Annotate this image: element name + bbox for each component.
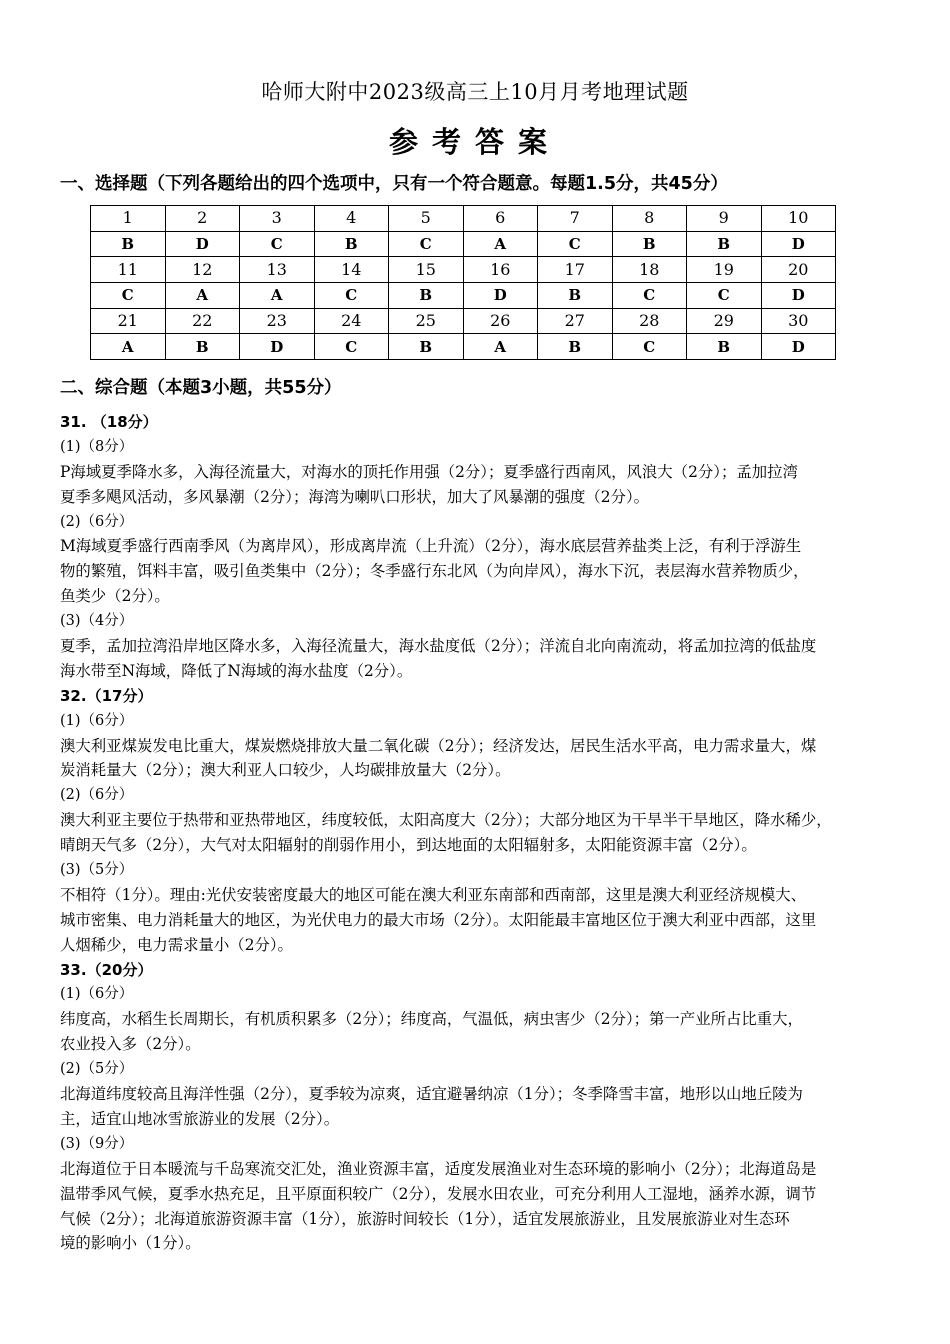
q31-part1-line: 夏季多飓风活动，多风暴潮（2分）；海湾为喇叭口形状，加大了风暴潮的强度（2分）。 [60, 487, 650, 506]
question-number-cell: 7 [538, 206, 613, 232]
question-number-cell: 30 [761, 308, 836, 334]
question-number-cell: 20 [761, 257, 836, 283]
question-number-cell: 4 [314, 206, 389, 232]
question-number-cell: 13 [240, 257, 315, 283]
answer-letter-cell: C [538, 231, 613, 257]
section1-heading: 一、选择题（下列各题给出的四个选项中，只有一个符合题意。每题1.5分，共45分） [60, 174, 728, 194]
question-33-header: 33.（20分） [60, 960, 153, 979]
question-number-cell: 15 [389, 257, 464, 283]
page-title: 哈师大附中2023级高三上10月月考地理试题 [261, 80, 689, 104]
answer-letter-cell: D [165, 231, 240, 257]
answer-letter-cell: D [761, 231, 836, 257]
q31-part1-line: P海域夏季降水多，入海径流量大，对海水的顶托作用强（2分）；夏季盛行西南风，风浪大（2分）；孟加拉湾 [60, 462, 798, 481]
answer-letter-cell: A [240, 283, 315, 309]
page-subtitle: 参考答案 [388, 125, 561, 159]
answer-letter-row [91, 231, 836, 257]
answer-letter-row [91, 283, 836, 309]
answer-letter-cell: C [240, 231, 315, 257]
question-number-cell: 28 [612, 308, 687, 334]
question-number-cell: 12 [165, 257, 240, 283]
q33-part1-label: (1)（6分） [60, 986, 134, 1003]
q32-part3-line: 城市密集、电力消耗量大的地区，为光伏电力的最大市场（2分）。太阳能最丰富地区位于澳大利亚中西部，这里 [60, 910, 817, 929]
q32-part1-line: 澳大利亚煤炭发电比重大，煤炭燃烧排放大量二氧化碳（2分）；经济发达，居民生活水平高，电力需求量大，煤 [60, 736, 817, 755]
answer-letter-cell: C [612, 334, 687, 360]
question-number-cell: 27 [538, 308, 613, 334]
answer-letter-cell: A [463, 334, 538, 360]
answer-letter-cell: B [612, 231, 687, 257]
question-number-row [91, 206, 836, 232]
question-number-cell: 6 [463, 206, 538, 232]
section2-heading: 二、综合题（本题3小题，共55分） [60, 378, 342, 398]
answer-letter-cell: B [538, 334, 613, 360]
question-32-header: 32.（17分） [60, 686, 153, 705]
answer-letter-cell: C [612, 283, 687, 309]
answer-letter-cell: A [463, 231, 538, 257]
q32-part1-line: 炭消耗量大（2分）；澳大利亚人口较少，人均碳排放量大（2分）。 [60, 761, 511, 780]
q32-part3-line: 不相符（1分）。理由:光伏安装密度最大的地区可能在澳大利亚东南部和西南部，这里是澳大利亚经济规模大、 [60, 885, 807, 904]
q33-part3-line: 温带季风气候，夏季水热充足，且平原面积较广（2分），发展水田农业，可充分利用人工湿地，涵养水源，调节 [60, 1184, 817, 1203]
answer-letter-cell: C [314, 334, 389, 360]
answer-letter-cell: A [165, 283, 240, 309]
answer-letter-cell: B [165, 334, 240, 360]
choice-answer-table [90, 205, 836, 360]
q32-part3-label: (3)（5分） [60, 862, 134, 879]
q32-part1-label: (1)（6分） [60, 712, 134, 729]
q33-part2-label: (2)（5分） [60, 1061, 134, 1078]
q33-part2-line: 北海道纬度较高且海洋性强（2分），夏季较为凉爽，适宜避暑纳凉（1分）；冬季降雪丰富，地形以山地丘陵为 [60, 1085, 803, 1104]
q32-part2-line: 晴朗天气多（2分），大气对太阳辐射的削弱作用小，到达地面的太阳辐射多，太阳能资源丰富（2分）。 [60, 836, 757, 855]
question-number-row [91, 257, 836, 283]
q31-part2-line: 物的繁殖，饵料丰富，吸引鱼类集中（2分）；冬季盛行东北风（为向岸风），海水下沉，表层海水营养物质少， [60, 562, 809, 581]
question-number-cell: 21 [91, 308, 166, 334]
q31-part2-line: M海域夏季盛行西南季风（为离岸风），形成离岸流（上升流）（2分），海水底层营养盐类上泛，有利于浮游生 [60, 537, 802, 556]
question-number-cell: 18 [612, 257, 687, 283]
question-31-header: 31. （18分） [60, 413, 158, 431]
question-number-cell: 14 [314, 257, 389, 283]
answer-letter-row [91, 334, 836, 360]
question-number-cell: 22 [165, 308, 240, 334]
question-number-cell: 26 [463, 308, 538, 334]
answer-body [60, 410, 896, 1256]
q33-part3-label: (3)（9分） [60, 1135, 134, 1152]
answer-letter-cell: B [314, 231, 389, 257]
question-number-cell: 10 [761, 206, 836, 232]
answer-letter-cell: C [687, 283, 762, 309]
q31-part1-label: (1)（8分） [60, 438, 134, 455]
answer-letter-cell: C [389, 231, 464, 257]
q33-part1-line: 纬度高，水稻生长周期长，有机质积累多（2分）；纬度高，气温低，病虫害少（2分）；第一产业所占比重大， [60, 1010, 803, 1029]
answer-letter-cell: A [91, 334, 166, 360]
answer-letter-cell: D [463, 283, 538, 309]
answer-letter-cell: D [761, 334, 836, 360]
question-number-cell: 17 [538, 257, 613, 283]
answer-letter-cell: B [687, 334, 762, 360]
answer-letter-cell: C [91, 283, 166, 309]
q31-part3-line: 夏季，孟加拉湾沿岸地区降水多，入海径流量大，海水盐度低（2分）；洋流自北向南流动，将孟加拉湾的低盐度 [60, 637, 817, 656]
question-number-cell: 9 [687, 206, 762, 232]
q31-part2-line: 鱼类少（2分）。 [60, 587, 170, 606]
answer-letter-cell: D [240, 334, 315, 360]
answer-letter-cell: D [761, 283, 836, 309]
answer-letter-cell: B [389, 283, 464, 309]
question-number-cell: 29 [687, 308, 762, 334]
answer-letter-cell: B [389, 334, 464, 360]
answer-letter-cell: B [91, 231, 166, 257]
q31-part2-label: (2)（6分） [60, 513, 134, 530]
answer-letter-cell: C [314, 283, 389, 309]
question-number-cell: 8 [612, 206, 687, 232]
question-number-cell: 2 [165, 206, 240, 232]
q33-part3-line: 气候（2分）；北海道旅游资源丰富（1分），旅游时间较长（1分），适宜发展旅游业，且发展旅游业对生态环 [60, 1209, 790, 1228]
question-number-cell: 16 [463, 257, 538, 283]
question-number-cell: 11 [91, 257, 166, 283]
question-number-cell: 1 [91, 206, 166, 232]
q31-part3-line: 海水带至N海域，降低了N海域的海水盐度（2分）。 [60, 661, 413, 680]
q32-part2-line: 澳大利亚主要位于热带和亚热带地区，纬度较低，太阳高度大（2分）；大部分地区为干旱半干旱地区，降水稀少， [60, 811, 832, 830]
q31-part3-label: (3)（4分） [60, 613, 134, 630]
question-number-cell: 23 [240, 308, 315, 334]
q33-part1-line: 农业投入多（2分）。 [60, 1035, 201, 1054]
question-number-cell: 5 [389, 206, 464, 232]
question-number-cell: 19 [687, 257, 762, 283]
question-number-row [91, 308, 836, 334]
question-number-cell: 3 [240, 206, 315, 232]
question-number-cell: 25 [389, 308, 464, 334]
answer-letter-cell: B [687, 231, 762, 257]
q32-part2-label: (2)（6分） [60, 787, 134, 804]
q32-part3-line: 人烟稀少，电力需求量小（2分）。 [60, 935, 293, 954]
q33-part3-line: 境的影响小（1分）。 [60, 1234, 201, 1253]
q33-part3-line: 北海道位于日本暖流与千岛寒流交汇处，渔业资源丰富，适度发展渔业对生态环境的影响小（2分）；北海道岛是 [60, 1159, 817, 1178]
q33-part2-line: 主，适宜山地冰雪旅游业的发展（2分）。 [60, 1109, 340, 1128]
question-number-cell: 24 [314, 308, 389, 334]
answer-letter-cell: B [538, 283, 613, 309]
